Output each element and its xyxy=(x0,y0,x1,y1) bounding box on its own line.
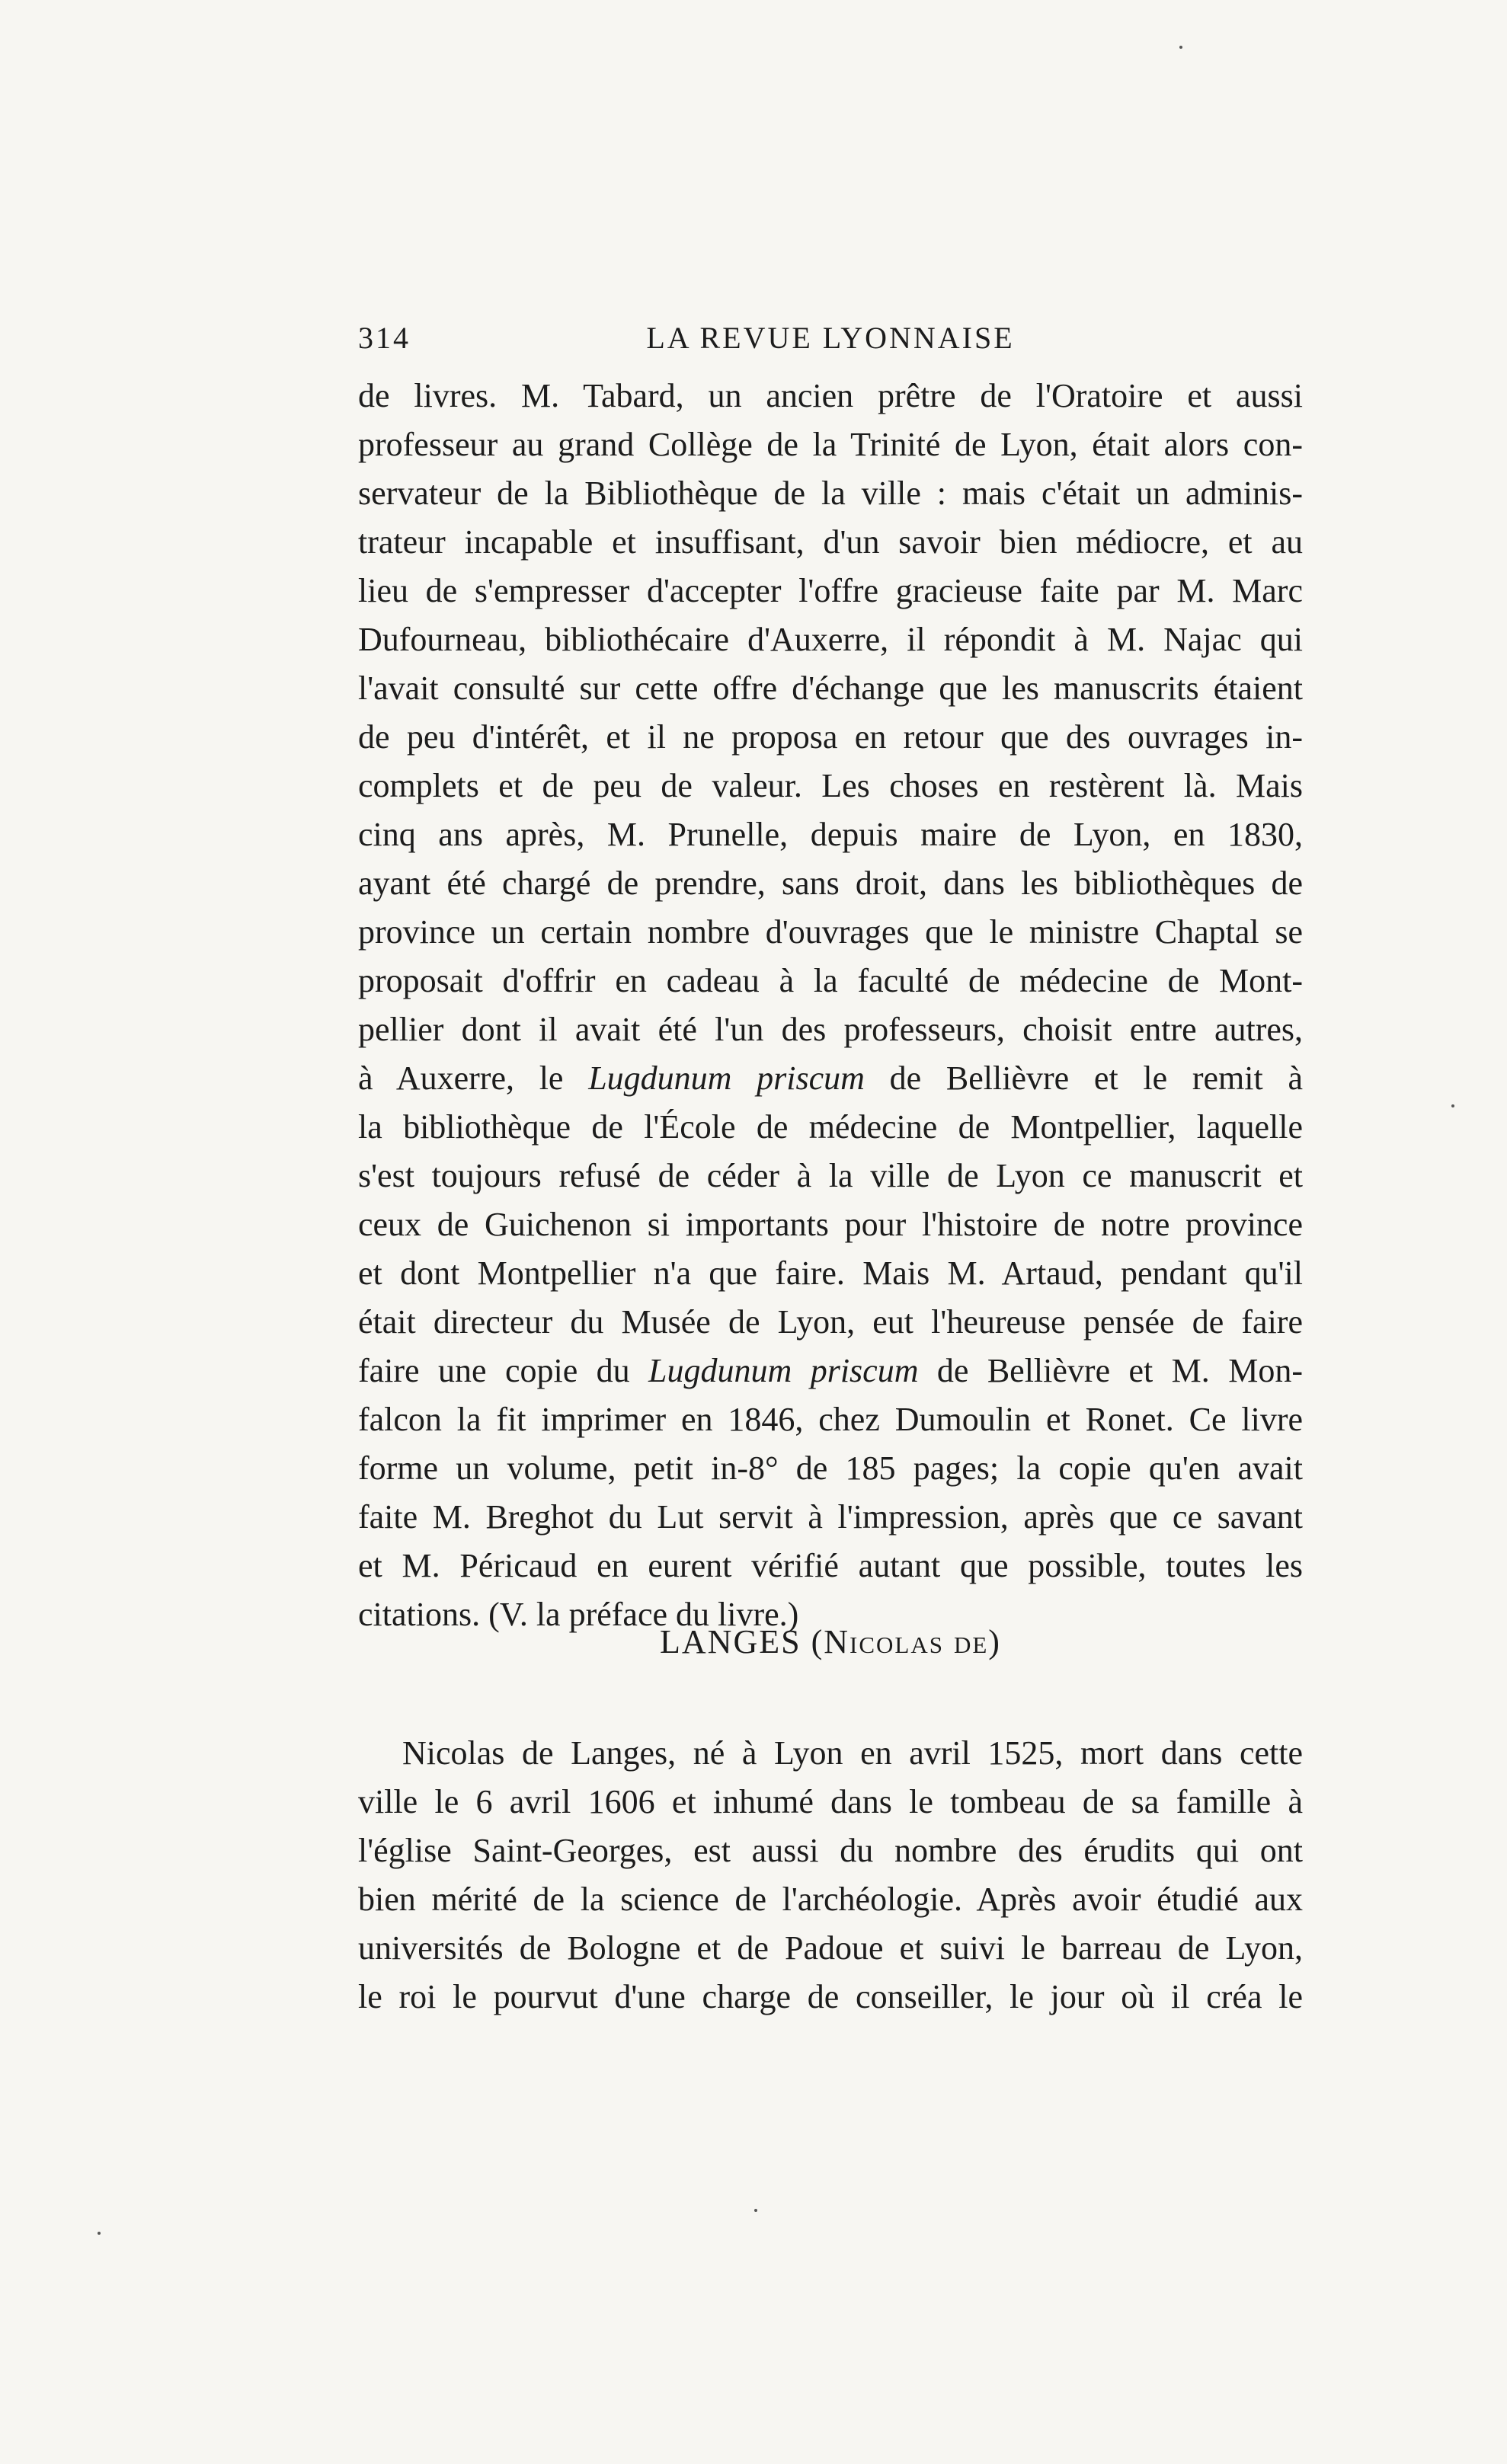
text-line: cinq ans après, M. Prunelle, depuis maire de Lyon, en 1830, xyxy=(358,816,1303,853)
text-line: ceux de Guichenon si importants pour l'histoire de notre province xyxy=(358,1206,1303,1243)
text-line: forme un volume, petit in-8° de 185 pages; la copie qu'en avait xyxy=(358,1449,1303,1487)
text-line: Nicolas de Langes, né à Lyon en avril 1525, mort dans cette xyxy=(402,1734,1303,1772)
text-line: de livres. M. Tabard, un ancien prêtre de l'Oratoire et aussi xyxy=(358,377,1303,414)
paper-speck xyxy=(98,2232,101,2235)
text-line: professeur au grand Collège de la Trinité de Lyon, était alors con- xyxy=(358,426,1303,463)
text-line: s'est toujours refusé de céder à la ville de Lyon ce manuscrit et xyxy=(358,1157,1303,1194)
text-line: Dufourneau, bibliothécaire d'Auxerre, il répondit à M. Najac qui xyxy=(358,621,1303,658)
paragraph-langes xyxy=(358,1729,1303,2021)
text-line: citations. (V. la préface du livre.) xyxy=(358,1596,799,1633)
heading-given-name: Nicolas de xyxy=(824,1623,989,1660)
paragraph-dufourneau xyxy=(358,372,1303,1639)
text-fragment: à Auxerre, le xyxy=(358,1059,589,1097)
text-line: était directeur du Musée de Lyon, eut l'heureuse pensée de faire xyxy=(358,1303,1303,1341)
text-fragment: faire une copie du xyxy=(358,1352,649,1389)
text-line: l'église Saint-Georges, est aussi du nombre des érudits qui ont xyxy=(358,1832,1303,1869)
text-line: servateur de la Bibliothèque de la ville : mais c'était un adminis- xyxy=(358,475,1303,512)
text-line: ville le 6 avril 1606 et inhumé dans le tombeau de sa famille à xyxy=(358,1783,1303,1820)
text-line: le roi le pourvut d'une charge de conseiller, le jour où il créa le xyxy=(358,1978,1303,2015)
text-line-with-title xyxy=(358,1054,1303,1103)
book-title: Lugdunum priscum xyxy=(588,1059,865,1097)
text-line: l'avait consulté sur cette offre d'échange que les manuscrits étaient xyxy=(358,670,1303,707)
section-heading xyxy=(358,1622,1303,1661)
text-line: bien mérité de la science de l'archéologie. Après avoir étudié aux xyxy=(358,1881,1303,1918)
paper-speck xyxy=(1179,46,1182,49)
text-line: falcon la fit imprimer en 1846, chez Dumoulin et Ronet. Ce livre xyxy=(358,1401,1303,1438)
text-line: de peu d'intérêt, et il ne proposa en retour que des ouvrages in- xyxy=(358,718,1303,756)
text-fragment: de Bellièvre et le remit à xyxy=(864,1059,1303,1097)
heading-surname: LANGES ( xyxy=(660,1623,824,1660)
text-line: la bibliothèque de l'École de médecine de Montpellier, laquelle xyxy=(358,1108,1303,1146)
text-line: proposait d'offrir en cadeau à la faculté de médecine de Mont- xyxy=(358,962,1303,999)
text-line: lieu de s'empresser d'accepter l'offre gracieuse faite par M. Marc xyxy=(358,572,1303,609)
text-line: province un certain nombre d'ouvrages que le ministre Chaptal se xyxy=(358,913,1303,951)
text-line: universités de Bologne et de Padoue et suivi le barreau de Lyon, xyxy=(358,1929,1303,1967)
page-number: 314 xyxy=(358,321,411,355)
text-line: ayant été chargé de prendre, sans droit, dans les bibliothèques de xyxy=(358,864,1303,902)
book-title: Lugdunum priscum xyxy=(648,1352,919,1389)
paper-speck xyxy=(1451,1104,1454,1107)
journal-title: LA REVUE LYONNAISE xyxy=(646,321,1015,355)
text-line: faite M. Breghot du Lut servit à l'impression, après que ce savant xyxy=(358,1498,1303,1536)
heading-close: ) xyxy=(988,1623,1001,1660)
text-line: et M. Péricaud en eurent vérifié autant que possible, toutes les xyxy=(358,1547,1303,1584)
text-line: trateur incapable et insuffisant, d'un savoir bien médiocre, et au xyxy=(358,523,1303,561)
text-line: et dont Montpellier n'a que faire. Mais M. Artaud, pendant qu'il xyxy=(358,1254,1303,1292)
paper-speck xyxy=(754,2209,757,2212)
text-line-with-title xyxy=(358,1347,1303,1395)
text-line: pellier dont il avait été l'un des professeurs, choisit entre autres, xyxy=(358,1011,1303,1048)
running-head xyxy=(358,320,1303,363)
text-fragment: de Bellièvre et M. Mon- xyxy=(918,1352,1303,1389)
text-line: complets et de peu de valeur. Les choses en restèrent là. Mais xyxy=(358,767,1303,804)
